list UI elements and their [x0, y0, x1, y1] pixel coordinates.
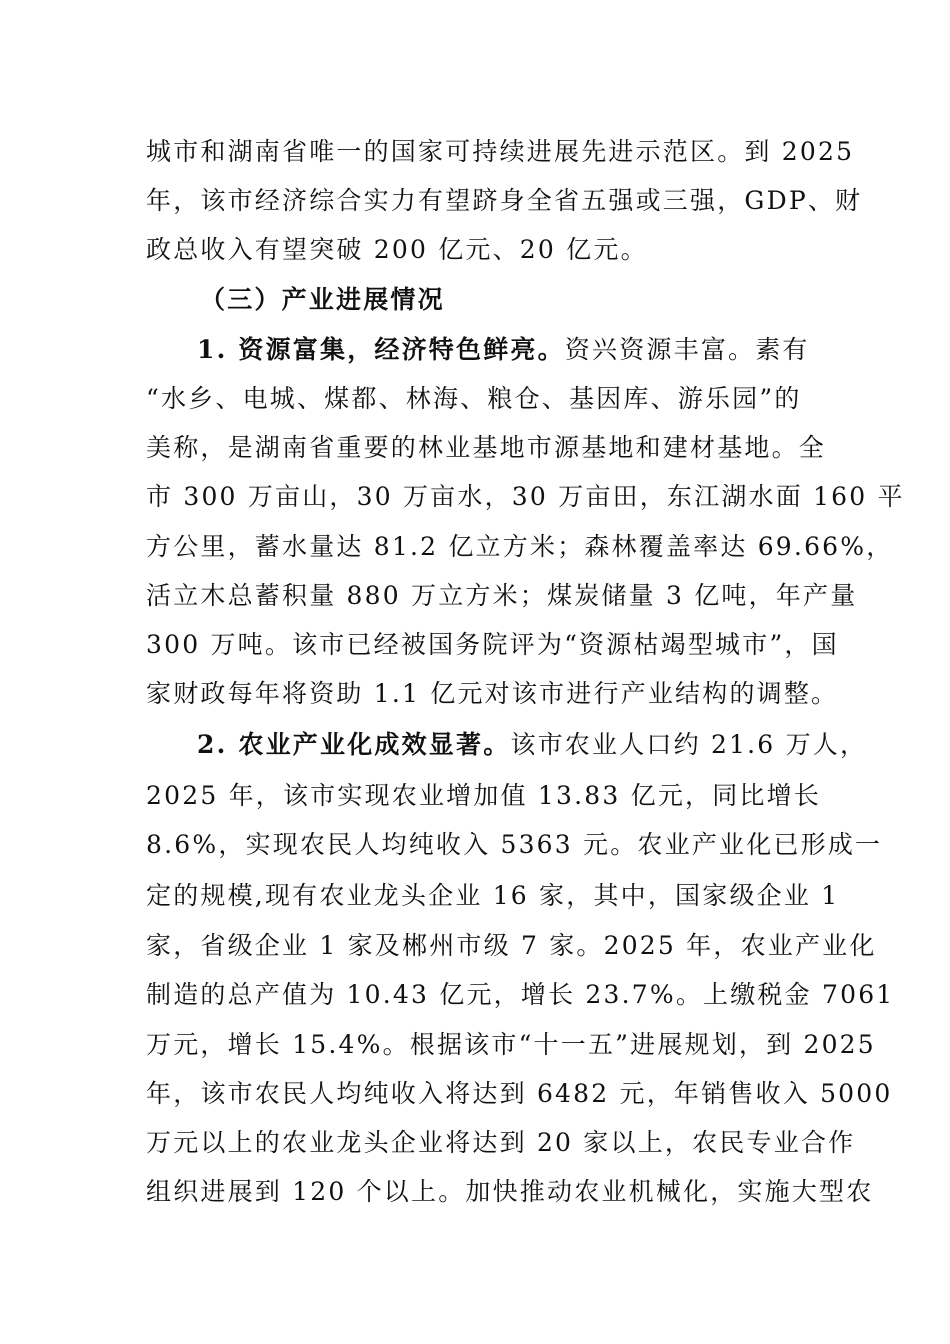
body-line: 城市和湖南省唯一的国家可持续进展先进示范区。到 2025: [146, 137, 855, 166]
section-heading: （三）产业进展情况: [200, 285, 445, 314]
body-line: 组织进展到 120 个以上。加快推动农业机械化，实施大型农: [146, 1177, 874, 1206]
body-line: 政总收入有望突破 200 亿元、20 亿元。: [146, 235, 648, 264]
body-line: 万元，增长 15.4%。根据该市“十一五”进展规划，到 2025: [146, 1030, 876, 1059]
paragraph-lead: 2. 农业产业化成效显著。: [197, 730, 511, 759]
body-line: 8.6%，实现农民人均纯收入 5363 元。农业产业化已形成一: [146, 830, 883, 859]
body-line: 定的规模,现有农业龙头企业 16 家，其中，国家级企业 1: [146, 881, 840, 910]
paragraph-lead: 1. 资源富集，经济特色鲜亮。: [197, 335, 565, 364]
paragraph-first-line: [197, 325, 867, 374]
paragraph-text: 该市农业人口约 21.6 万人，: [510, 730, 868, 759]
body-line: 家，省级企业 1 家及郴州市级 7 家。2025 年，农业产业化: [146, 931, 877, 960]
body-line: 方公里，蓄水量达 81.2 亿立方米；森林覆盖率达 69.66%，: [146, 532, 894, 561]
body-line: 家财政每年将资助 1.1 亿元对该市进行产业结构的调整。: [146, 679, 839, 708]
body-line: 年，该市农民人均纯收入将达到 6482 元，年销售收入 5000: [146, 1079, 893, 1108]
paragraph-first-line: [197, 720, 867, 769]
body-line: 2025 年，该市实现农业增加值 13.83 亿元，同比增长: [146, 781, 822, 810]
body-line: 年，该市经济综合实力有望跻身全省五强或三强，GDP、财: [146, 186, 863, 215]
body-line: 市 300 万亩山，30 万亩水，30 万亩田，东江湖水面 160 平: [146, 482, 905, 511]
body-line: 美称，是湖南省重要的林业基地市源基地和建材基地。全: [146, 433, 827, 462]
paragraph-text: 资兴资源丰富。素有: [564, 335, 810, 364]
body-line: 万元以上的农业龙头企业将达到 20 家以上，农民专业合作: [146, 1128, 856, 1157]
body-line: 制造的总产值为 10.43 亿元，增长 23.7%。上缴税金 7061: [146, 980, 895, 1009]
body-line: 活立木总蓄积量 880 万立方米；煤炭储量 3 亿吨，年产量: [146, 581, 858, 610]
body-line: 300 万吨。该市已经被国务院评为“资源枯竭型城市”，国: [146, 630, 839, 659]
body-line: “水乡、电城、煤都、林海、粮仓、基因库、游乐园”的: [146, 384, 802, 413]
